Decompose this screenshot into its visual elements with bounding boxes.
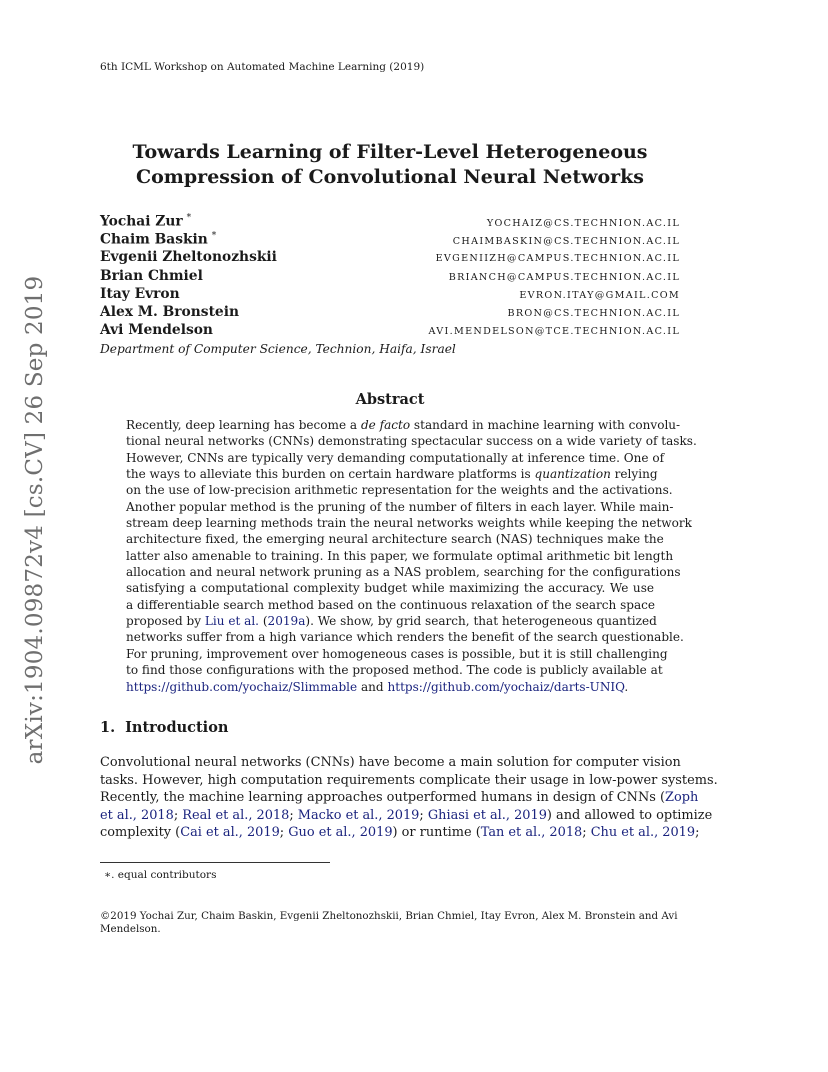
title-line-1: Towards Learning of Filter-Level Heterogeneous bbox=[132, 141, 648, 163]
author-email[interactable]: BRIANCH@CAMPUS.TECHNION.AC.IL bbox=[448, 271, 680, 283]
abstract-line: proposed by Liu et al. (2019a). We show, by grid search, that heterogeneous quantized bbox=[126, 614, 657, 629]
citation-link[interactable]: Real et al., 2018 bbox=[182, 807, 290, 823]
intro-line: tasks. However, high computation requirements complicate their usage in low-power systems. bbox=[100, 772, 718, 788]
citation-link[interactable]: et al., 2018 bbox=[100, 807, 174, 823]
author-row bbox=[100, 268, 680, 286]
abstract-line: latter also amenable to training. In this paper, we formulate optimal arithmetic bit length bbox=[126, 548, 674, 563]
author-row bbox=[100, 322, 680, 340]
abstract-line: Recently, deep learning has become a de facto standard in machine learning with convolu- bbox=[126, 418, 681, 432]
abstract-line: satisfying a computational complexity budget while maximizing the accuracy. We use bbox=[126, 581, 654, 596]
abstract-line: https://github.com/yochaiz/Slimmable and https://github.com/yochaiz/darts-UNIQ. bbox=[126, 679, 629, 694]
running-header: 6th ICML Workshop on Automated Machine Learning (2019) bbox=[100, 61, 425, 73]
emphasis-text: de facto bbox=[360, 418, 411, 432]
author-row bbox=[100, 286, 680, 304]
citation-link[interactable]: Macko et al., 2019 bbox=[297, 807, 420, 823]
intro-line: Recently, the machine learning approaches outperformed humans in design of CNNs (Zoph bbox=[100, 790, 699, 805]
intro-line: complexity (Cai et al., 2019; Guo et al., 2019) or runtime (Tan et al., 2018; Chu et al., 2019; bbox=[100, 825, 700, 840]
citation-link[interactable]: Liu et al. bbox=[204, 614, 259, 629]
abstract-line: stream deep learning methods train the neural networks weights while keeping the network bbox=[126, 516, 692, 531]
citation-link[interactable]: 2019a bbox=[267, 614, 306, 629]
url-link[interactable]: https://github.com/yochaiz/darts-UNIQ bbox=[387, 679, 625, 694]
title-line-2: Compression of Convolutional Neural Networks bbox=[136, 166, 644, 188]
footnote-divider bbox=[100, 862, 330, 863]
copyright-notice bbox=[100, 910, 680, 936]
emphasis-text: quantization bbox=[534, 467, 611, 482]
citation-link[interactable]: Tan et al., 2018 bbox=[480, 825, 583, 840]
citation-link[interactable]: Cai et al., 2019 bbox=[180, 825, 280, 840]
url-link[interactable]: https://github.com/yochaiz/Slimmable bbox=[126, 679, 358, 694]
abstract-line: on the use of low-precision arithmetic representation for the weights and the activations. bbox=[126, 483, 673, 498]
equal-contribution-mark: * bbox=[211, 231, 217, 242]
paper-title bbox=[100, 140, 680, 190]
footnote: ∗. equal contributors bbox=[104, 869, 217, 881]
citation-link[interactable]: Guo et al., 2019 bbox=[288, 825, 393, 840]
section-heading-introduction bbox=[100, 719, 228, 736]
abstract-line: architecture fixed, the emerging neural architecture search (NAS) techniques make the bbox=[126, 532, 664, 547]
author-email[interactable]: BRON@CS.TECHNION.AC.IL bbox=[507, 307, 680, 319]
author-name: Yochai Zur * bbox=[100, 213, 192, 230]
abstract-line: allocation and neural network pruning as a NAS problem, searching for the configurations bbox=[126, 565, 681, 580]
author-name: Itay Evron bbox=[100, 285, 180, 302]
abstract-line: Another popular method is the pruning of the number of filters in each layer. While main- bbox=[126, 499, 674, 514]
equal-contribution-mark: * bbox=[186, 213, 192, 223]
author-name: Evgenii Zheltonozhskii bbox=[100, 249, 277, 266]
author-email[interactable]: EVRON.ITAY@GMAIL.COM bbox=[519, 289, 680, 301]
author-name: Avi Mendelson bbox=[100, 322, 213, 339]
introduction-body bbox=[100, 754, 718, 842]
copyright-line-2: Mendelson. bbox=[100, 923, 161, 935]
arxiv-sidebar bbox=[0, 0, 70, 1072]
author-row bbox=[100, 304, 680, 322]
affiliation: Department of Computer Science, Technion, Haifa, Israel bbox=[100, 342, 456, 357]
arxiv-identifier: arXiv:1904.09872v4 [cs.CV] 26 Sep 2019 bbox=[22, 275, 48, 765]
author-name: Alex M. Bronstein bbox=[100, 303, 239, 320]
intro-line: et al., 2018; Real et al., 2018; Macko et al., 2019; Ghiasi et al., 2019) and allowed to optimize bbox=[100, 807, 713, 823]
citation-link[interactable]: Ghiasi et al., 2019 bbox=[427, 807, 547, 823]
author-name: Chaim Baskin * bbox=[100, 231, 217, 248]
abstract-line: a differentiable search method based on the continuous relaxation of the search space bbox=[126, 597, 656, 612]
section-title: Introduction bbox=[125, 719, 229, 736]
citation-link[interactable]: Zoph bbox=[664, 790, 699, 805]
abstract-line: the ways to alleviate this burden on certain hardware platforms is quantization relying bbox=[126, 467, 658, 482]
author-email[interactable]: EVGENIIZH@CAMPUS.TECHNION.AC.IL bbox=[435, 253, 680, 265]
author-row bbox=[100, 231, 680, 249]
author-email[interactable]: YOCHAIZ@CS.TECHNION.AC.IL bbox=[486, 217, 680, 229]
author-block bbox=[100, 213, 680, 356]
author-name: Brian Chmiel bbox=[100, 267, 203, 284]
abstract-line: However, CNNs are typically very demanding computationally at inference time. One of bbox=[126, 450, 665, 465]
abstract-heading: Abstract bbox=[355, 391, 425, 408]
abstract-line: networks suffer from a high variance which renders the benefit of the search questionable. bbox=[126, 630, 684, 645]
author-row bbox=[100, 213, 680, 231]
abstract-body bbox=[126, 417, 697, 695]
abstract-line: to find those configurations with the proposed method. The code is publicly available at bbox=[126, 663, 663, 678]
author-row bbox=[100, 249, 680, 267]
abstract-line: tional neural networks (CNNs) demonstrating spectacular success on a wide variety of tasks. bbox=[126, 434, 697, 449]
section-number: 1. bbox=[100, 719, 116, 736]
abstract-line: For pruning, improvement over homogeneous cases is possible, but it is still challenging bbox=[126, 646, 668, 661]
intro-line: Convolutional neural networks (CNNs) have become a main solution for computer vision bbox=[100, 755, 681, 770]
citation-link[interactable]: Chu et al., 2019 bbox=[590, 825, 696, 840]
author-email[interactable]: CHAIMBASKIN@CS.TECHNION.AC.IL bbox=[452, 235, 680, 247]
author-email[interactable]: AVI.MENDELSON@TCE.TECHNION.AC.IL bbox=[428, 326, 680, 338]
copyright-line-1: ©2019 Yochai Zur, Chaim Baskin, Evgenii Zheltonozhskii, Brian Chmiel, Itay Evron, Alex M. Bronstein and Avi bbox=[100, 910, 678, 922]
